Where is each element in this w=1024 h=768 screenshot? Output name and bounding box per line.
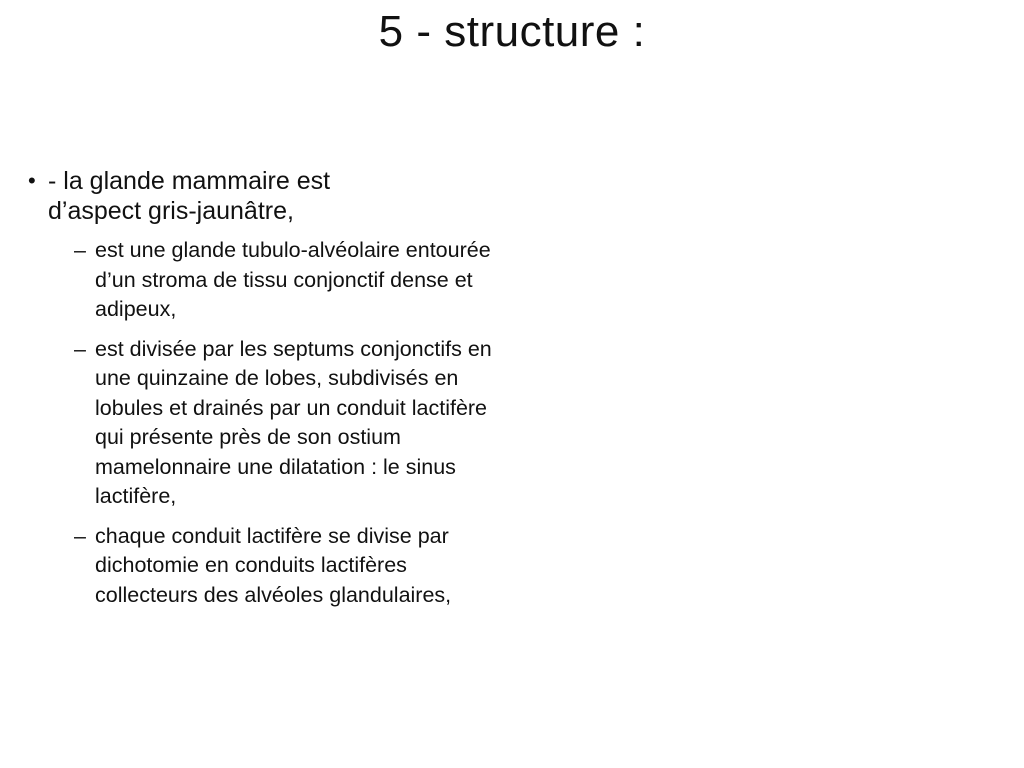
sub-item — [74, 522, 515, 611]
slide-title: 5 - structure : — [378, 7, 646, 56]
bullet-marker: • — [28, 168, 36, 193]
sub-item-text: est une glande tubulo-alvéolaire entourée d’un stroma de tissu conjonctif dense et adipeux, — [95, 238, 491, 321]
slide-content — [28, 166, 528, 620]
bullet-item — [28, 166, 428, 226]
sub-item-text: chaque conduit lactifère se divise par dichotomie en conduits lactifères collecteurs des alvéoles glandulaires, — [95, 523, 452, 607]
bullet-text: - la glande mammaire est d’aspect gris-jaunâtre, — [48, 167, 331, 225]
sub-list — [74, 236, 528, 610]
sub-item-text: est divisée par les septums conjonctifs en une quinzaine de lobes, subdivisés en lobules et drainés par un conduit lactifère qui présente près de son ostium mamelonnaire une dilatation : le sinus lactifère, — [95, 336, 492, 508]
sub-item-marker: – — [74, 523, 86, 548]
sub-item — [74, 335, 515, 512]
sub-item-marker: – — [74, 336, 86, 361]
sub-item — [74, 236, 515, 325]
sub-item-marker: – — [74, 238, 86, 262]
